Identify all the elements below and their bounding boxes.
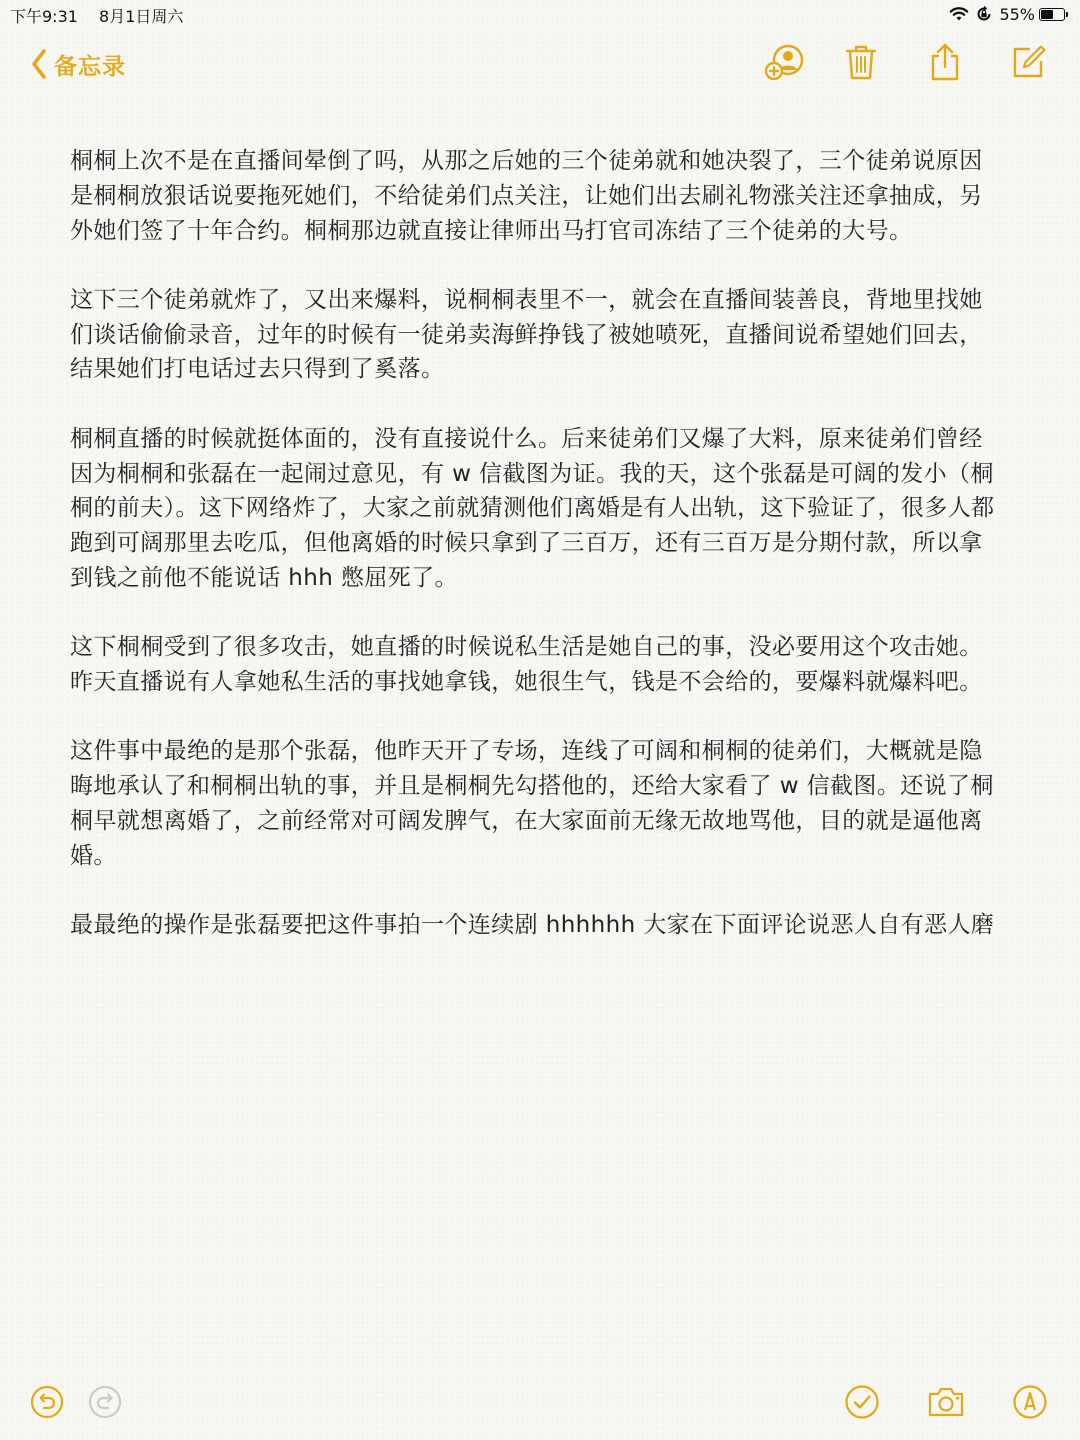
camera-icon [926,1385,966,1423]
camera-button[interactable] [924,1382,968,1426]
redo-button[interactable] [83,1382,127,1426]
trash-icon [844,43,878,85]
back-label: 备忘录 [54,53,126,80]
nav-bar [0,40,1080,90]
note-content[interactable] [70,144,1000,977]
battery-percent: 55% [999,4,1035,24]
chevron-left-icon [30,48,48,80]
status-left [10,4,199,27]
status-time: 下午9:31 [10,7,78,26]
bottom-toolbar [0,1380,1080,1430]
note-paragraph: 桐桐直播的时候就挺体面的，没有直接说什么。后来徒弟们又爆了大料，原来徒弟们曾经因为桐桐和张磊在一起闹过意见，有 w 信截图为证。我的天，这个张磊是可阔的发小（桐桐的前夫）。这下网络炸了，大家之前就猜测他们离婚是有人出轨，这下验证了，很多人都跑到可阔那里去吃瓜，但他离婚的时候只拿到了三百万，还有三百万是分期付款，所以拿到钱之前他不能说话 hhh 憋屈死了。 [70,425,995,591]
markup-icon [1012,1384,1048,1424]
note-paragraph: 这下三个徒弟就炸了，又出来爆料，说桐桐表里不一，就会在直播间装善良，背地里找她们谈话偷偷录音，过年的时候有一徒弟卖海鲜挣钱了被她喷死，直播间说希望她们回去，结果她们打电话过去只得到了奚落。 [70,286,983,383]
checklist-icon [844,1384,880,1424]
delete-button[interactable] [839,42,883,86]
status-bar [0,0,1080,28]
checklist-button[interactable] [840,1382,884,1426]
note-paragraph: 桐桐上次不是在直播间晕倒了吗，从那之后她的三个徒弟就和她决裂了，三个徒弟说原因是桐桐放狠话说要拖死她们，不给徒弟们点关注，让她们出去刷礼物涨关注还拿抽成，另外她们签了十年合约。桐桐那边就直接让律师出马打官司冻结了三个徒弟的大号。 [70,148,983,244]
share-icon [928,42,962,86]
note-paragraph: 这件事中最绝的是那个张磊，他昨天开了专场，连线了可阔和桐桐的徒弟们，大概就是隐晦地承认了和桐桐出轨的事，并且是桐桐先勾搭他的，还给大家看了 w 信截图。还说了桐桐早就想离婚了，之前经常对可阔发脾气，在大家面前无缘无故地骂他，目的就是逼他离婚。 [70,738,994,869]
battery-icon [1039,8,1068,21]
compose-button[interactable] [1007,42,1051,86]
wifi-icon [949,6,969,22]
compose-icon [1010,43,1048,85]
redo-icon [88,1385,122,1423]
orientation-lock-icon [975,5,993,23]
note-paragraph: 这下桐桐受到了很多攻击，她直播的时候说私生活是她自己的事，没必要用这个攻击她。昨天直播说有人拿她私生活的事找她拿钱，她很生气，钱是不会给的，要爆料就爆料吧。 [70,634,983,696]
undo-icon [30,1385,64,1423]
add-person-button[interactable] [763,42,807,86]
status-date: 8月1日周六 [99,7,184,26]
undo-button[interactable] [25,1382,69,1426]
back-button[interactable] [30,46,126,82]
markup-button[interactable] [1008,1382,1052,1426]
share-button[interactable] [923,42,967,86]
add-person-icon [764,42,806,86]
status-right [943,3,1068,25]
note-paragraph: 最最绝的操作是张磊要把这件事拍一个连续剧 hhhhhh 大家在下面评论说恶人自有恶人磨 [70,912,995,939]
